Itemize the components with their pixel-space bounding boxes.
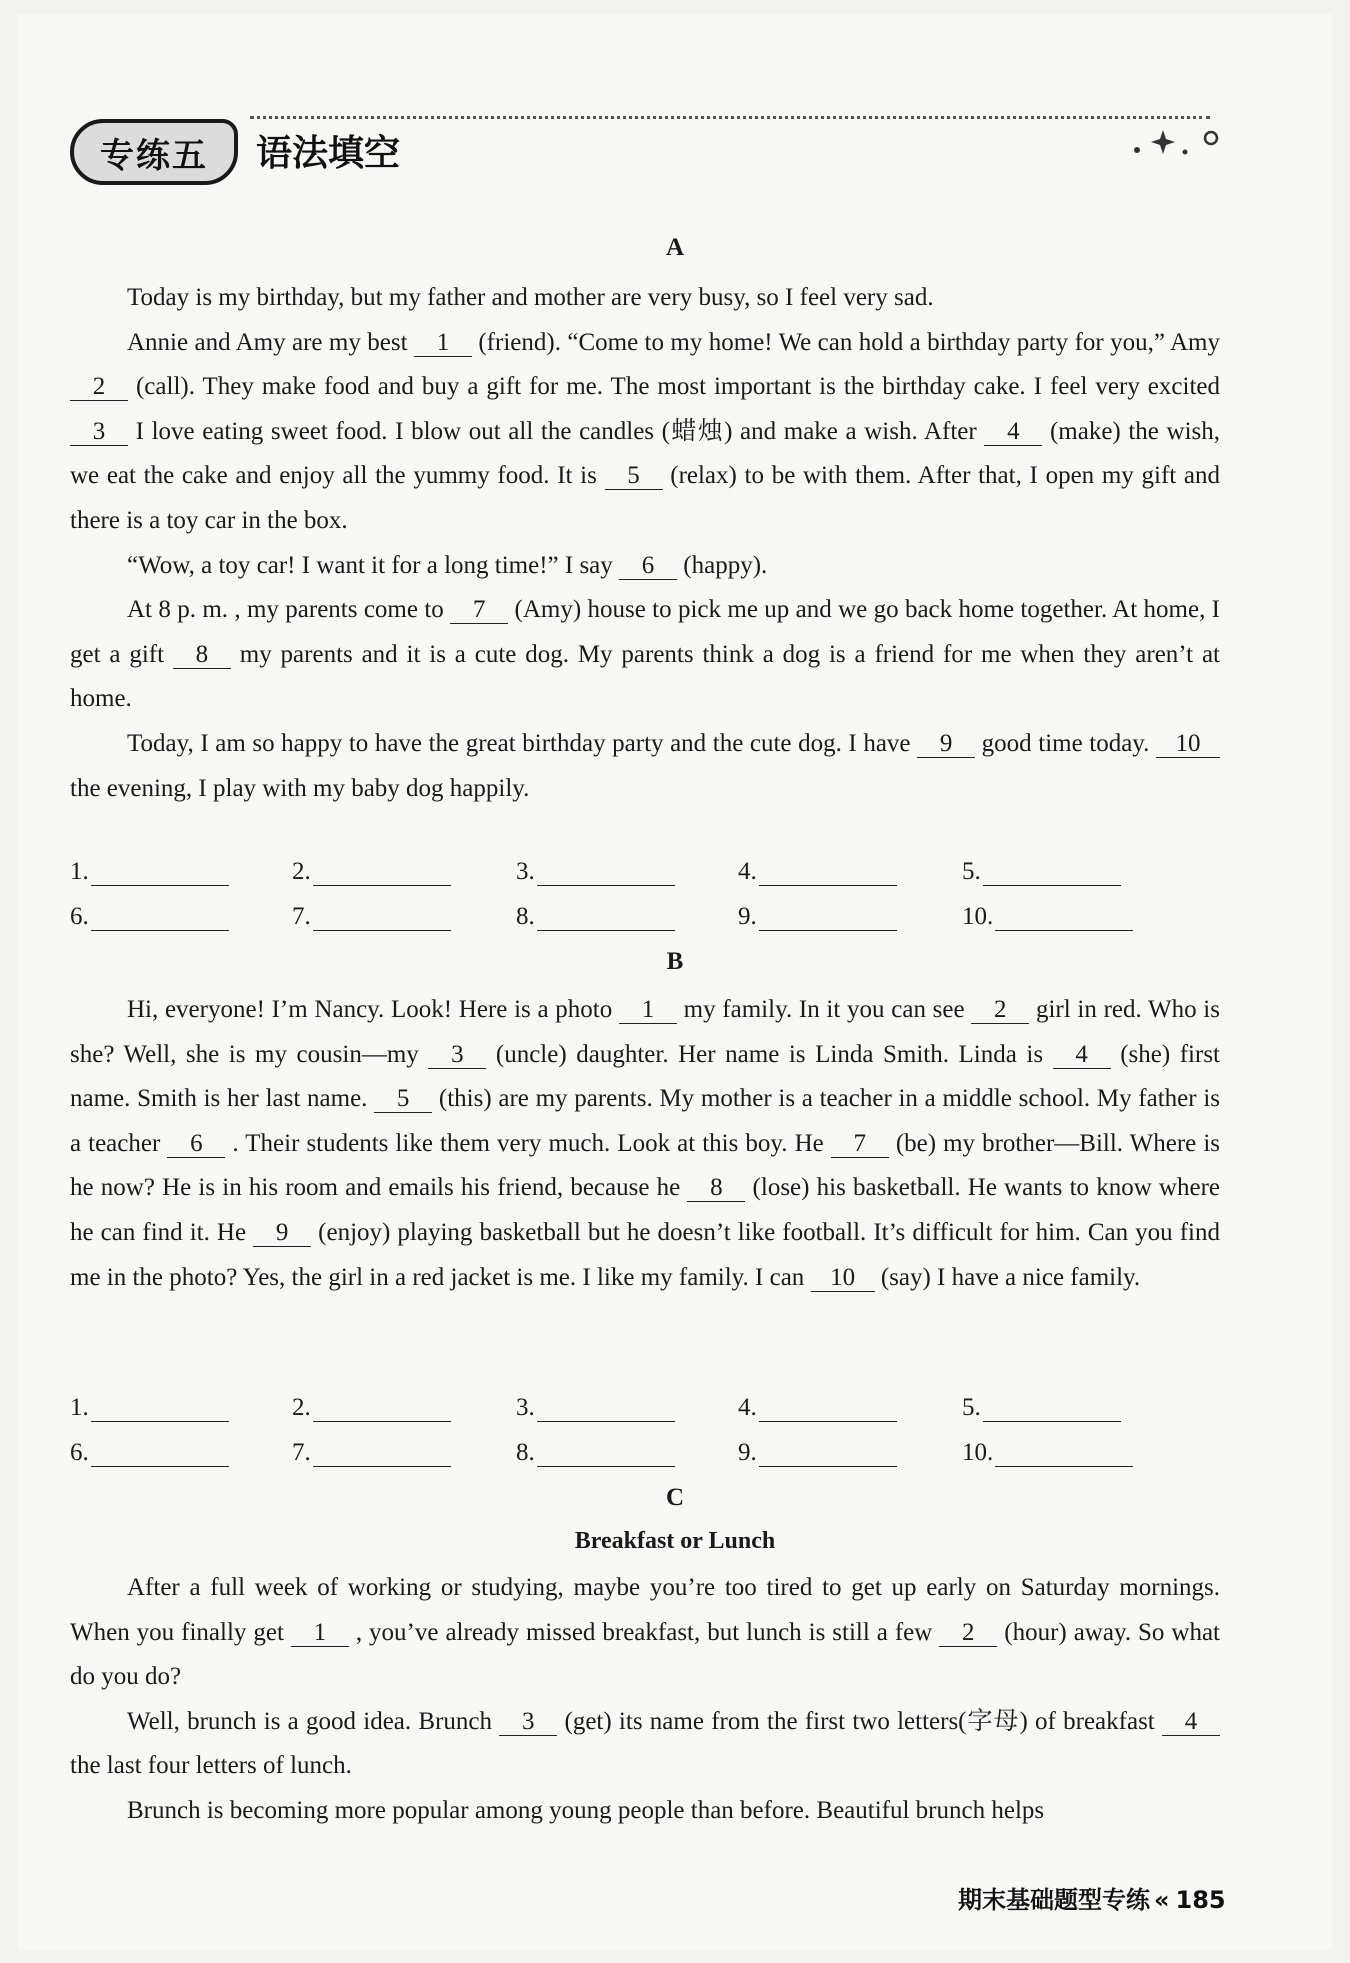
passage-paragraph	[70, 276, 1220, 321]
sparkle-icon	[1125, 124, 1225, 164]
answer-slot[interactable]: 8.	[516, 903, 675, 931]
answer-slot[interactable]: 5.	[962, 858, 1121, 886]
passage-text: At 8 p. m. , my parents come to	[127, 596, 451, 624]
answer-row	[70, 903, 1170, 939]
double-chevron-icon: «	[1154, 1886, 1170, 1914]
passage-text: (hour) away. So what do you do?	[70, 1618, 1220, 1691]
passage-text: (this) are my parents. My mother is a teacher in a middle school. My father is a teacher	[70, 1085, 1220, 1157]
answer-slot[interactable]: 5.	[962, 1394, 1121, 1422]
passage-text: (be) my brother—Bill. Where is he now? He is in his room and emails his friend, because he	[70, 1129, 1220, 1202]
answer-slot[interactable]: 1.	[70, 1394, 229, 1422]
passage-text: (she) first name. Smith is her last name.	[70, 1040, 1221, 1113]
answer-slot[interactable]: 3.	[516, 1394, 675, 1422]
passage-text: Today, I am so happy to have the great birthday party and the cute dog. I have	[127, 729, 918, 757]
passage-paragraph	[70, 988, 1220, 1300]
answer-slot[interactable]: 10.	[962, 903, 1133, 931]
section-b-passage	[70, 988, 1220, 1300]
fill-in-blank[interactable]: 5	[605, 463, 663, 490]
fill-in-blank[interactable]: 1	[414, 330, 472, 357]
passage-paragraph	[70, 1566, 1220, 1700]
passage-text: (enjoy) playing basketball but he doesn’t like football. It’s difficult for him. Can you find me in the photo? Yes, the girl in a red jacket is me. I like my family. I can	[70, 1218, 1220, 1291]
answer-row	[70, 858, 1170, 894]
section-a-passage	[70, 276, 1220, 811]
passage-text: my family. In it you can see	[676, 996, 972, 1023]
page-footer	[958, 1880, 1226, 1915]
footer-book-title: 期末基础题型专练	[958, 1886, 1150, 1914]
answer-slot[interactable]: 10.	[962, 1439, 1133, 1467]
answer-slot[interactable]: 7.	[292, 1439, 451, 1467]
answer-row	[70, 1439, 1170, 1475]
fill-in-blank[interactable]: 2	[70, 374, 128, 401]
answer-slot[interactable]: 6.	[70, 903, 229, 931]
fill-in-blank[interactable]: 4	[1053, 1042, 1111, 1069]
fill-in-blank[interactable]: 3	[428, 1042, 486, 1069]
fill-in-blank[interactable]: 9	[917, 731, 975, 758]
fill-in-blank[interactable]: 2	[971, 997, 1029, 1024]
section-badge-label: 专练五	[100, 135, 208, 176]
fill-in-blank[interactable]: 7	[450, 597, 508, 624]
section-c-heading: C	[665, 1484, 685, 1511]
passage-text: Brunch is becoming more popular among young people than before. Beautiful brunch helps	[127, 1796, 1045, 1824]
fill-in-blank[interactable]: 10	[1156, 731, 1220, 758]
passage-paragraph	[70, 722, 1220, 811]
passage-text: (uncle) daughter. Her name is Linda Smith. Linda is	[486, 1040, 1053, 1068]
fill-in-blank[interactable]: 10	[811, 1265, 875, 1292]
passage-text: (make) the wish, we eat the cake and enjoy all the yummy food. It is	[70, 417, 1220, 490]
answer-slot[interactable]: 4.	[738, 1394, 897, 1422]
section-badge	[70, 119, 238, 185]
passage-text: Hi, everyone! I’m Nancy. Look! Here is a photo	[127, 996, 619, 1023]
passage-text: Annie and Amy are my best	[127, 328, 414, 356]
answer-slot[interactable]: 2.	[292, 1394, 451, 1422]
page-number: 185	[1175, 1886, 1226, 1914]
answer-slot[interactable]: 6.	[70, 1439, 229, 1467]
passage-text: the evening, I play with my baby dog happily.	[70, 774, 530, 802]
fill-in-blank[interactable]: 4	[984, 419, 1042, 446]
passage-paragraph	[70, 544, 1220, 589]
passage-text: Today is my birthday, but my father and mother are very busy, so I feel very sad.	[127, 284, 934, 311]
passage-text: (say) I have a nice family.	[874, 1263, 1141, 1291]
passage-paragraph	[70, 1789, 1220, 1834]
passage-paragraph	[70, 588, 1220, 722]
answer-slot[interactable]: 9.	[738, 903, 897, 931]
section-b-heading: B	[666, 948, 684, 975]
answer-row	[70, 1394, 1170, 1430]
passage-text: I love eating sweet food. I blow out all the candles (蜡烛) and make a wish. After	[128, 417, 985, 445]
answer-slot[interactable]: 3.	[516, 858, 675, 886]
passage-paragraph	[70, 1700, 1220, 1789]
answer-slot[interactable]: 2.	[292, 858, 451, 886]
fill-in-blank[interactable]: 7	[831, 1131, 889, 1158]
fill-in-blank[interactable]: 2	[939, 1620, 997, 1647]
passage-text: (lose) his basketball. He wants to know where he can find it. He	[70, 1174, 1220, 1246]
passage-text: the last four letters of lunch.	[70, 1752, 352, 1780]
header-dotted-rule	[250, 116, 1210, 119]
passage-text: After a full week of working or studying, maybe you’re too tired to get up early on Saturday mornings. When you finally get	[70, 1574, 1220, 1646]
fill-in-blank[interactable]: 6	[167, 1131, 225, 1158]
passage-text: (happy).	[677, 551, 768, 579]
passage-title: Breakfast or Lunch	[574, 1528, 776, 1554]
fill-in-blank[interactable]: 9	[253, 1220, 311, 1247]
fill-in-blank[interactable]: 5	[374, 1086, 432, 1113]
section-a-heading: A	[665, 234, 685, 261]
fill-in-blank[interactable]: 4	[1162, 1709, 1220, 1736]
fill-in-blank[interactable]: 8	[687, 1175, 745, 1202]
passage-text: (Amy) house to pick me up and we go back home together. At home, I get a gift	[70, 596, 1220, 668]
fill-in-blank[interactable]: 3	[499, 1709, 557, 1736]
passage-text: good time today.	[975, 729, 1156, 757]
passage-text: (friend). “Come to my home! We can hold a birthday party for you,” Amy	[471, 328, 1220, 356]
fill-in-blank[interactable]: 8	[173, 642, 231, 669]
passage-text: “Wow, a toy car! I want it for a long time!” I say	[127, 551, 620, 579]
passage-text: . Their students like them very much. Look at this boy. He	[225, 1129, 831, 1157]
section-c-passage	[70, 1566, 1220, 1834]
passage-text: my parents and it is a cute dog. My parents think a dog is a friend for me when they aren’t at home.	[70, 640, 1221, 713]
passage-text: (get) its name from the first two letters(字母) of breakfast	[557, 1707, 1162, 1735]
passage-text: Well, brunch is a good idea. Brunch	[127, 1707, 500, 1735]
fill-in-blank[interactable]: 1	[619, 997, 677, 1024]
fill-in-blank[interactable]: 1	[291, 1620, 349, 1647]
answer-slot[interactable]: 7.	[292, 903, 451, 931]
answer-slot[interactable]: 4.	[738, 858, 897, 886]
fill-in-blank[interactable]: 3	[70, 419, 128, 446]
answer-slot[interactable]: 1.	[70, 858, 229, 886]
passage-text: girl in red. Who is she? Well, she is my cousin—my	[70, 996, 1220, 1068]
passage-text: (call). They make food and buy a gift for me. The most important is the birthday cake. I feel very excited	[128, 373, 1220, 401]
passage-text: (relax) to be with them. After that, I open my gift and there is a toy car in the box.	[70, 462, 1221, 534]
answer-slot[interactable]: 9.	[738, 1439, 897, 1467]
answer-slot[interactable]: 8.	[516, 1439, 675, 1467]
passage-paragraph	[70, 321, 1220, 544]
fill-in-blank[interactable]: 6	[619, 553, 677, 580]
page-title: 语法填空	[256, 133, 401, 174]
passage-text: , you’ve already missed breakfast, but lunch is still a few	[348, 1618, 940, 1646]
